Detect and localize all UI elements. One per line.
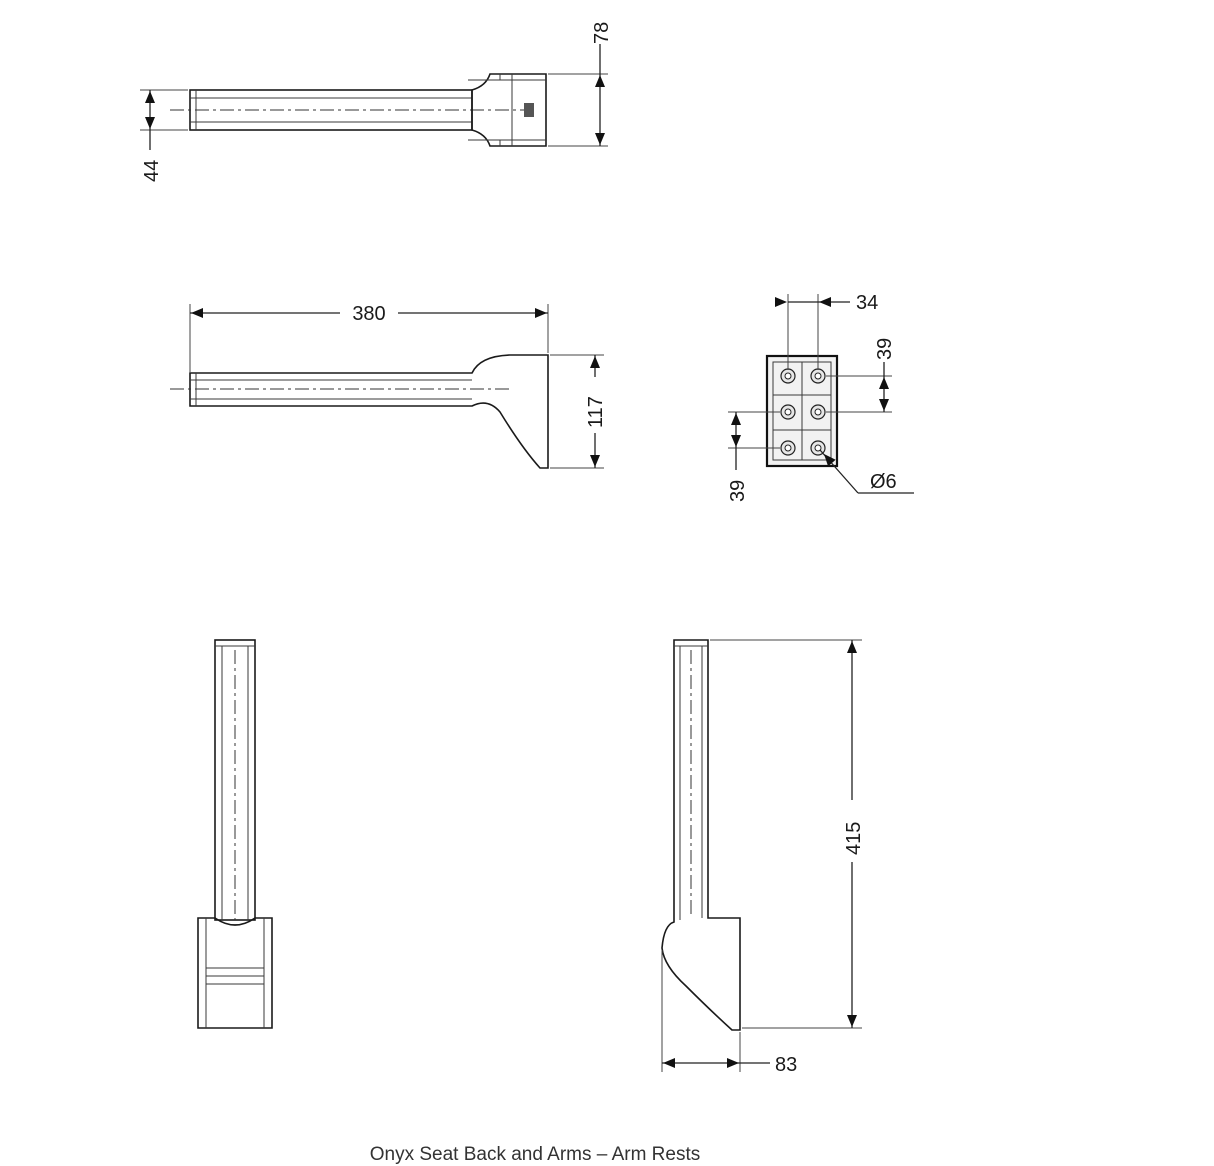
dim-plate-hole-diameter: Ø6	[870, 471, 897, 493]
side-view	[170, 303, 607, 468]
mounting-plate-view	[727, 292, 914, 502]
dim-side-view-height: 117	[585, 396, 607, 428]
side-upright-outline	[662, 640, 740, 1030]
front-upright-view	[198, 640, 272, 1028]
drawing-caption: Onyx Seat Back and Arms – Arm Rests	[369, 1144, 701, 1165]
dim-top-view-tube: 44	[141, 159, 163, 182]
front-upright-bracket	[198, 918, 272, 1028]
side-view-outline	[190, 355, 548, 468]
dim-plate-hole-spacing-y-top: 39	[874, 337, 896, 360]
dim-side-view-length: 380	[352, 303, 386, 325]
dim-plate-hole-spacing-x: 34	[856, 292, 879, 314]
dim-plate-hole-spacing-y-bottom: 39	[727, 479, 749, 502]
side-upright-view	[662, 640, 865, 1076]
dim-upright-height: 415	[843, 821, 865, 855]
dim-upright-depth: 83	[775, 1054, 798, 1076]
top-view	[140, 22, 613, 182]
logo-mark	[524, 103, 534, 117]
dim-top-view-height: 78	[591, 21, 613, 44]
